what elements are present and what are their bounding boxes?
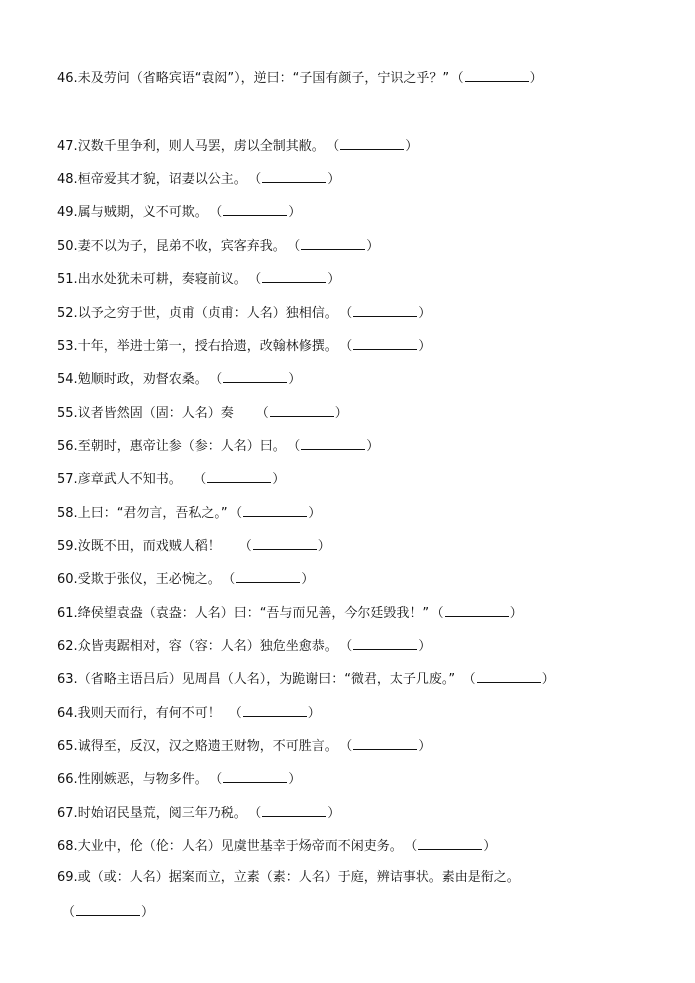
question-number: 48. bbox=[57, 172, 78, 187]
question-text: 绛侯望袁盎（袁盎：人名）曰：“吾与而兄善，今尔廷毁我！” bbox=[77, 606, 430, 621]
question-text: 出水处犹未可耕，奏寝前议。 bbox=[77, 272, 247, 287]
question-text: 勉顺时政，劝督农桑。 bbox=[77, 372, 208, 387]
question-text: 众皆夷踞相对，容（容：人名）独危坐愈恭。 bbox=[77, 639, 338, 654]
question-number: 52. bbox=[57, 306, 78, 321]
answer-slot[interactable]: （ ） bbox=[345, 306, 432, 321]
question-number: 62. bbox=[57, 639, 78, 654]
question-number: 67. bbox=[57, 806, 78, 821]
answer-blank[interactable] bbox=[301, 237, 365, 250]
question-55 bbox=[57, 404, 683, 422]
question-number: 59. bbox=[57, 539, 78, 554]
question-number: 61. bbox=[57, 606, 78, 621]
question-text: 属与贼期，义不可欺。 bbox=[77, 205, 208, 220]
answer-blank[interactable] bbox=[270, 404, 334, 417]
question-53 bbox=[57, 337, 683, 355]
question-text: 未及劳问（省略宾语“袁闳”），逆曰：“子国有颜子，宁识之乎？” bbox=[77, 71, 450, 86]
question-text: 议者皆然固（固：人名）奏 bbox=[77, 406, 234, 421]
answer-slot[interactable]: （ ） bbox=[215, 205, 302, 220]
question-text: 以予之穷于世，贞甫（贞甫：人名）独相信。 bbox=[77, 306, 338, 321]
question-number: 50. bbox=[57, 239, 78, 254]
question-50 bbox=[57, 237, 683, 255]
answer-blank[interactable] bbox=[253, 537, 317, 550]
answer-slot[interactable]: （ ） bbox=[199, 472, 286, 487]
question-59 bbox=[57, 537, 683, 555]
question-61 bbox=[57, 604, 683, 622]
question-46 bbox=[57, 69, 683, 87]
question-text: 受欺于张仪，王必惋之。 bbox=[77, 572, 221, 587]
question-text: 汝既不田，而戏贼人稻！ bbox=[77, 539, 221, 554]
question-text: 汉数千里争利，则人马罢，虏以全制其敝。 bbox=[77, 139, 325, 154]
question-64 bbox=[57, 704, 683, 722]
answer-slot[interactable]: （ ） bbox=[345, 639, 432, 654]
question-57 bbox=[57, 470, 683, 488]
answer-blank[interactable] bbox=[445, 604, 509, 617]
answer-blank[interactable] bbox=[207, 470, 271, 483]
answer-blank[interactable] bbox=[465, 69, 529, 82]
question-49 bbox=[57, 203, 683, 221]
question-text: 大业中，伦（伦：人名）见虞世基幸于炀帝而不闲吏务。 bbox=[77, 839, 403, 854]
question-number: 47. bbox=[57, 139, 78, 154]
answer-slot[interactable]: （ ） bbox=[457, 71, 543, 86]
answer-blank[interactable] bbox=[353, 737, 417, 750]
answer-slot[interactable]: （ ） bbox=[293, 239, 380, 254]
question-62 bbox=[57, 637, 683, 655]
question-text: 我则天而行，有何不可！ bbox=[77, 706, 221, 721]
answer-slot[interactable]: （ ） bbox=[469, 672, 555, 687]
answer-blank[interactable] bbox=[262, 170, 326, 183]
answer-slot[interactable]: （ ） bbox=[215, 772, 302, 787]
question-text: 性刚嫉恶，与物多件。 bbox=[77, 772, 208, 787]
question-69 bbox=[57, 870, 683, 886]
question-number: 49. bbox=[57, 205, 78, 220]
question-text: （省略主语吕后）见周昌（人名），为跪谢曰：“微君，太子几废。” bbox=[77, 672, 456, 687]
answer-slot[interactable]: （ ） bbox=[437, 606, 523, 621]
question-number: 56. bbox=[57, 439, 78, 454]
answer-blank[interactable] bbox=[243, 704, 307, 717]
answer-blank[interactable] bbox=[340, 137, 404, 150]
question-number: 55. bbox=[57, 406, 78, 421]
answer-blank[interactable] bbox=[353, 337, 417, 350]
answer-slot[interactable]: （ ） bbox=[228, 706, 321, 721]
answer-slot[interactable]: （ ） bbox=[254, 172, 341, 187]
answer-blank[interactable] bbox=[262, 804, 326, 817]
question-number: 58. bbox=[57, 506, 78, 521]
answer-slot[interactable]: （ ） bbox=[254, 272, 341, 287]
question-number: 68. bbox=[57, 839, 78, 854]
answer-blank[interactable] bbox=[301, 437, 365, 450]
question-54 bbox=[57, 370, 683, 388]
question-text: 妻不以为子，昆弟不收，宾客弃我。 bbox=[77, 239, 286, 254]
question-text: 十年，举进士第一，授右拾遗，改翰林修撰。 bbox=[77, 339, 338, 354]
question-text: 或（或：人名）据案而立，立素（素：人名）于庭，辨诘事状。素由是衔之。 bbox=[77, 870, 520, 885]
answer-slot[interactable]: （ ） bbox=[62, 905, 155, 920]
answer-slot[interactable]: （ ） bbox=[238, 539, 331, 554]
answer-slot[interactable]: （ ） bbox=[255, 406, 348, 421]
answer-blank[interactable] bbox=[236, 570, 300, 583]
question-47 bbox=[57, 137, 683, 155]
answer-blank[interactable] bbox=[76, 903, 140, 916]
question-67 bbox=[57, 804, 683, 822]
question-number: 63. bbox=[57, 672, 78, 687]
question-text: 上曰：“君勿言，吾私之。” bbox=[77, 506, 228, 521]
answer-slot[interactable]: （ ） bbox=[410, 839, 497, 854]
answer-blank[interactable] bbox=[477, 670, 541, 683]
question-number: 46. bbox=[57, 71, 78, 86]
answer-blank[interactable] bbox=[223, 370, 287, 383]
question-51 bbox=[57, 270, 683, 288]
answer-slot[interactable]: （ ） bbox=[235, 506, 322, 521]
question-number: 60. bbox=[57, 572, 78, 587]
question-number: 69. bbox=[57, 870, 78, 885]
question-63 bbox=[57, 670, 683, 688]
answer-blank[interactable] bbox=[243, 504, 307, 517]
answer-slot[interactable]: （ ） bbox=[215, 372, 302, 387]
answer-blank[interactable] bbox=[418, 837, 482, 850]
question-text: 时始诏民垦荒，阅三年乃税。 bbox=[77, 806, 247, 821]
answer-slot[interactable]: （ ） bbox=[345, 739, 432, 754]
answer-slot[interactable]: （ ） bbox=[228, 572, 315, 587]
question-68 bbox=[57, 837, 683, 855]
question-text: 彦章武人不知书。 bbox=[77, 472, 182, 487]
question-number: 57. bbox=[57, 472, 78, 487]
question-48 bbox=[57, 170, 683, 188]
answer-blank[interactable] bbox=[223, 770, 287, 783]
answer-blank[interactable] bbox=[262, 270, 326, 283]
answer-slot[interactable]: （ ） bbox=[345, 339, 432, 354]
answer-blank[interactable] bbox=[223, 203, 287, 216]
question-69-answer-line bbox=[62, 903, 683, 921]
answer-slot[interactable]: （ ） bbox=[293, 439, 380, 454]
question-number: 54. bbox=[57, 372, 78, 387]
answer-blank[interactable] bbox=[353, 637, 417, 650]
question-60 bbox=[57, 570, 683, 588]
question-text: 至朝时，惠帝让参（参：人名）曰。 bbox=[77, 439, 286, 454]
answer-slot[interactable]: （ ） bbox=[332, 139, 419, 154]
question-text: 桓帝爱其才貌，诏妻以公主。 bbox=[77, 172, 247, 187]
question-text: 诚得至，反汉，汉之赂遗王财物，不可胜言。 bbox=[77, 739, 338, 754]
answer-slot[interactable]: （ ） bbox=[254, 806, 341, 821]
question-number: 64. bbox=[57, 706, 78, 721]
answer-blank[interactable] bbox=[353, 304, 417, 317]
question-52 bbox=[57, 304, 683, 322]
question-number: 65. bbox=[57, 739, 78, 754]
question-65 bbox=[57, 737, 683, 755]
question-66 bbox=[57, 770, 683, 788]
question-number: 53. bbox=[57, 339, 78, 354]
question-number: 51. bbox=[57, 272, 78, 287]
question-58 bbox=[57, 504, 683, 522]
question-number: 66. bbox=[57, 772, 78, 787]
question-56 bbox=[57, 437, 683, 455]
